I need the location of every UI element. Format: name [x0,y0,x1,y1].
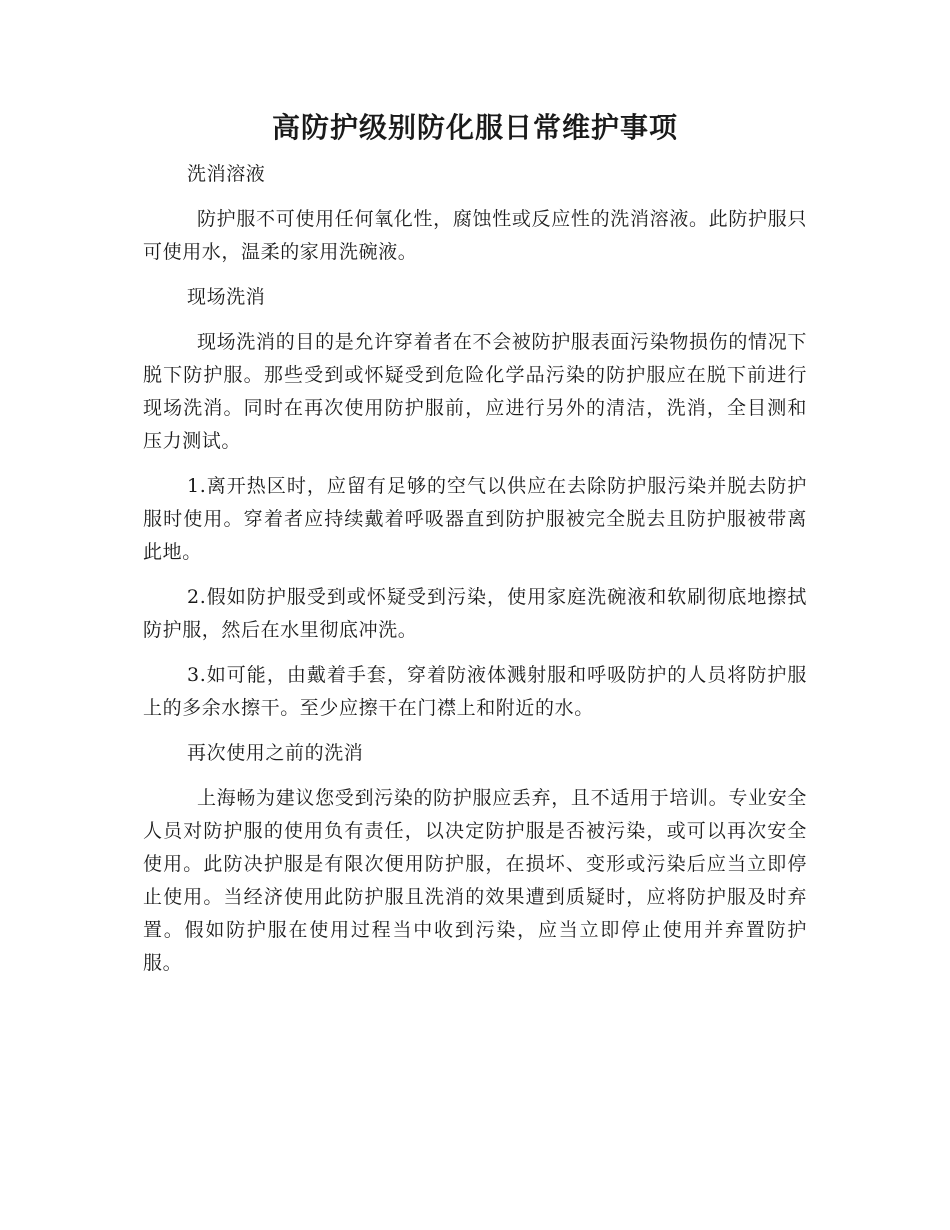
paragraph-onsite-decon: 现场洗消的目的是允许穿着者在不会被防护服表面污染物损伤的情况下脱下防护服。那些受到或怀疑受到危险化学品污染的防护服应在脱下前进行现场洗消。同时在再次使用防护服前，应进行另外的清洁，洗消，全目测和压力测试。 [143,331,807,452]
document-title: 高防护级别防化服日常维护事项 [271,111,678,144]
list-item-3: 3.如可能，由戴着手套，穿着防液体溅射服和呼吸防护的人员将防护服上的多余水擦干。至少应擦干在门襟上和附近的水。 [143,664,807,719]
list-item-1: 1.离开热区时，应留有足够的空气以供应在去除防护服污染并脱去防护服时使用。穿着者应持续戴着呼吸器直到防护服被完全脱去且防护服被带离此地。 [143,475,807,563]
paragraph-reuse-decon: 上海畅为建议您受到污染的防护服应丢弃，且不适用于培训。专业安全人员对防护服的使用负有责任，以决定防护服是否被污染，或可以再次安全使用。此防决护服是有限次便用防护服，在损坏、变形或污染后应当立即停止使用。当经济使用此防护服且洗消的效果遭到质疑时，应将防护服及时弃置。假如防护服在使用过程当中收到污染，应当立即停止使用并弃置防护服。 [143,787,807,974]
document-page [143,108,807,992]
section-heading-onsite-decon: 现场洗消 [187,286,266,308]
section-heading-wash-solution: 洗消溶液 [187,163,266,185]
list-item-2: 2.假如防护服受到或怀疑受到污染，使用家庭洗碗液和软刷彻底地擦拭防护服，然后在水里彻底冲洗。 [143,586,807,641]
paragraph-wash-solution: 防护服不可使用任何氧化性，腐蚀性或反应性的洗消溶液。此防护服只可使用水，温柔的家用洗碗液。 [143,208,807,263]
section-heading-reuse-decon: 再次使用之前的洗消 [187,742,364,764]
